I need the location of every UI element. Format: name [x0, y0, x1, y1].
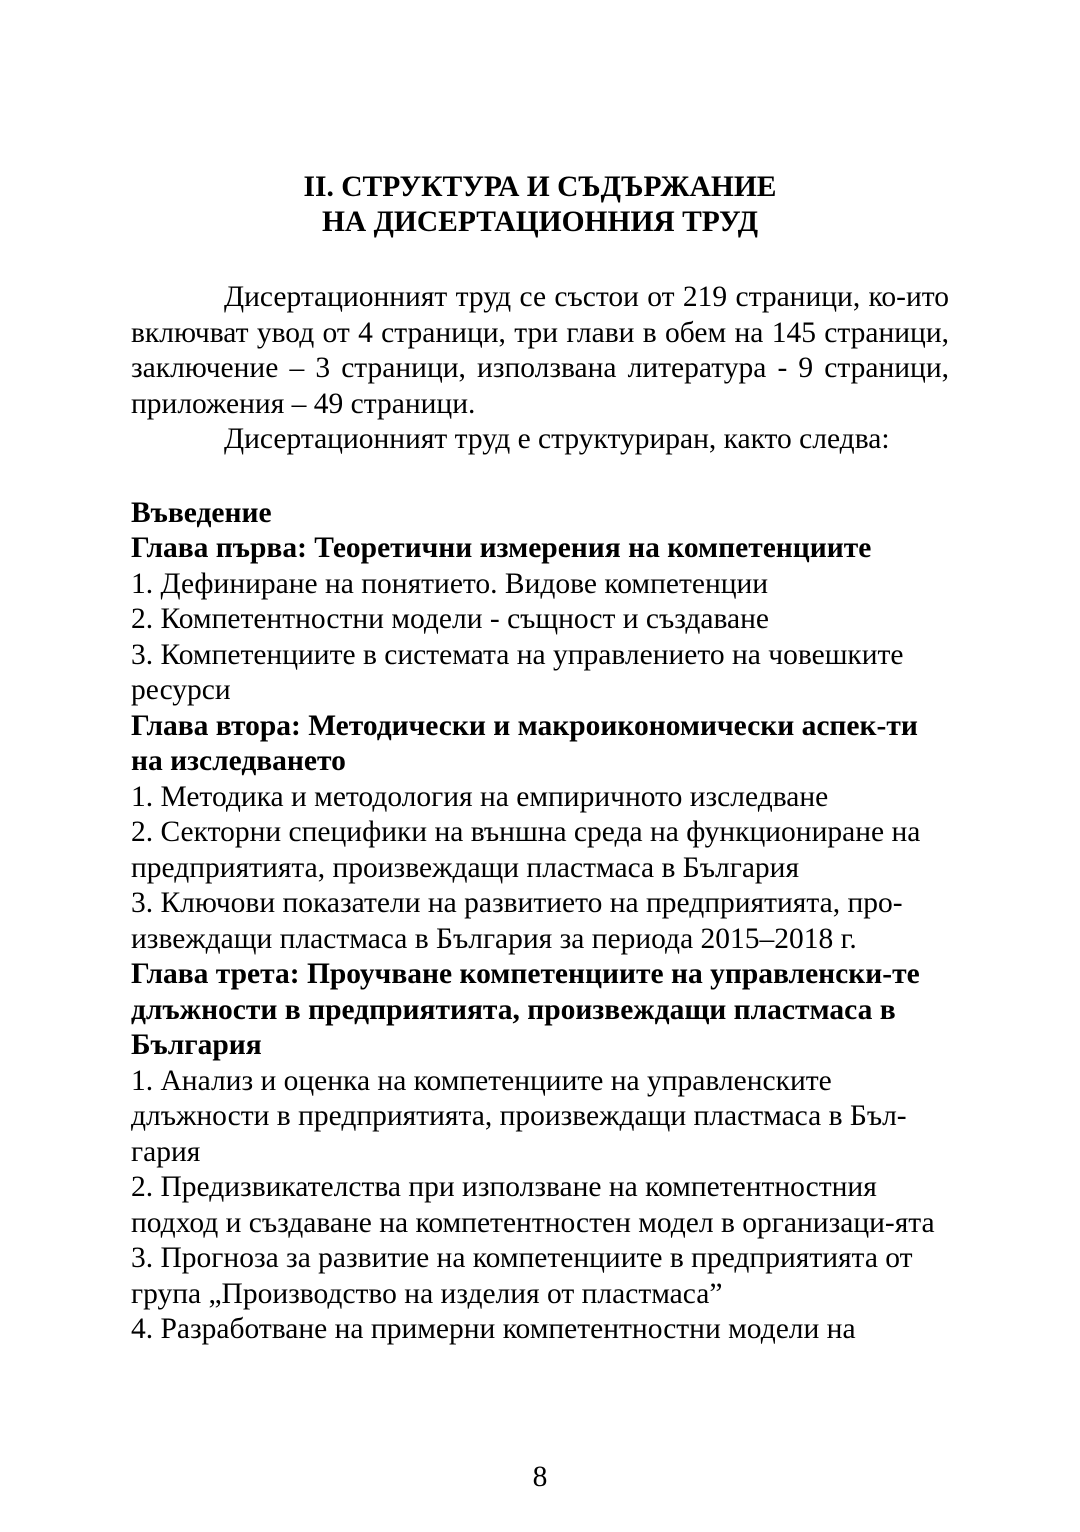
- toc-chapter-2-item-1: 1. Методика и методология на емпиричното изследване: [131, 780, 829, 813]
- document-page: [131, 170, 949, 1348]
- toc-chapter-2-item-3: 3. Ключови показатели на развитието на предприятията, про-извеждащи пластмаса в България за периода 2015–2018 г.: [131, 887, 903, 955]
- toc-chapter-3-item-3: 3. Прогноза за развитие на компетенциите в предприятията от група „Производство на изделия от пластмаса”: [131, 1242, 913, 1310]
- toc-chapter-3-title: Глава трета: Проучване компетенциите на управленски-те длъжности в предприятията, произвеждащи пластмаса в България: [131, 958, 920, 1061]
- page-number: 8: [532, 1461, 548, 1493]
- toc-chapter-3-item-2: 2. Предизвикателства при използване на компетентностния подход и създаване на компетентностен модел в организаци-ята: [131, 1171, 935, 1239]
- toc-chapter-1-item-3: 3. Компетенциите в системата на управлението на човешките ресурси: [131, 638, 904, 706]
- section-title: [131, 170, 949, 240]
- toc-chapter-2-title: Глава втора: Методически и макроикономически аспек-ти на изследването: [131, 709, 918, 777]
- table-of-contents: [131, 496, 949, 1348]
- toc-chapter-1-title: Глава първа: Теоретични измерения на компетенциите: [131, 532, 872, 564]
- toc-chapter-1-item-1: 1. Дефиниране на понятието. Видове компетенции: [131, 567, 769, 600]
- section-title-line-2: НА ДИСЕРТАЦИОННИЯ ТРУД: [321, 206, 759, 238]
- toc-chapter-3-item-1: 1. Анализ и оценка на компетенциите на управленските длъжности в предприятията, произвеждащи пластмаса в Бъл-гария: [131, 1064, 907, 1168]
- intro-section: [131, 280, 949, 458]
- section-title-line-1: II. СТРУКТУРА И СЪДЪРЖАНИЕ: [303, 171, 777, 203]
- toc-chapter-3-item-4: 4. Разработване на примерни компетентностни модели на: [131, 1313, 856, 1345]
- intro-paragraph-2: Дисертационният труд е структуриран, както следва:: [224, 423, 890, 455]
- toc-chapter-2-item-2: 2. Секторни специфики на външна среда на функциониране на предприятията, произвеждащи пластмаса в България: [131, 816, 921, 884]
- toc-chapter-1-item-2: 2. Компетентностни модели - същност и създаване: [131, 603, 770, 635]
- toc-introduction: Въведение: [131, 496, 272, 529]
- intro-paragraph-1: Дисертационният труд се състои от 219 страници, ко-ито включват увод от 4 страници, три глави в обем на 145 страници, заключение – 3 страници, използвана литература - 9 страници, приложения – 49 страници.: [131, 281, 949, 420]
